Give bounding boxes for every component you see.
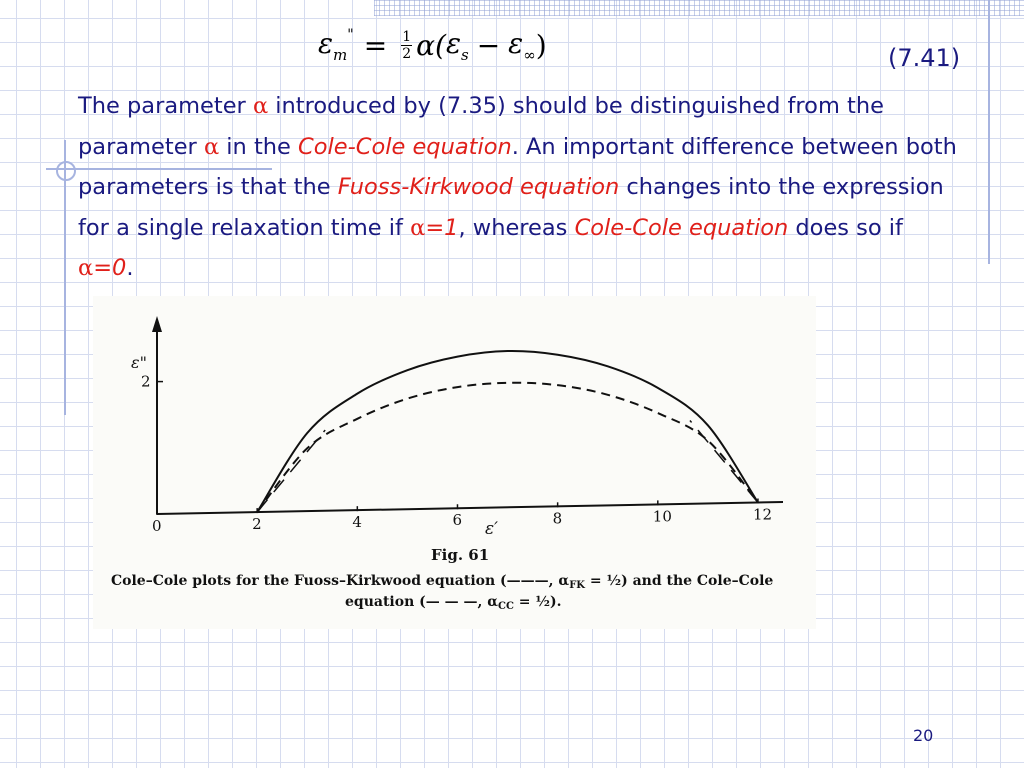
alpha-symbol: α [252,93,269,119]
decorative-circle [56,161,76,181]
decorative-vertical-line-left [64,140,66,415]
figure-label: Fig. 61 [431,546,490,564]
x-tick-label: 10 [652,507,672,526]
alpha-symbol: α [410,214,426,241]
formula-epsilon-inf: $\varepsilon_\infty$ [508,26,536,64]
fuoss-kirkwood-term: Fuoss-Kirkwood equation [337,174,620,200]
tangent-line [257,430,325,512]
formula-fraction: $\frac{1}{2}$ [402,28,412,62]
cole-cole-chart [93,296,816,629]
x-tick-label: 8 [552,509,563,528]
cole-cole-term: Cole-Cole equation [298,133,512,160]
y-axis-label: ε" [131,353,147,372]
y-tick-label: 2 [141,372,151,391]
equation-number: (7.41) [888,44,961,72]
alpha-value-one: =1 [425,214,459,241]
alpha-value-zero: =0 [93,255,127,281]
tangent-line [690,420,758,502]
figure-caption-line-1: Cole–Cole plots for the Fuoss–Kirkwood equation (———, $\alpha_{FK}$ = ½) and the Cole–Cole [111,573,774,591]
y-axis-arrow [152,316,162,332]
figure-caption-line-2: equation (— — —, $\alpha_{CC}$ = ½). [345,594,562,612]
equation-formula [318,20,547,70]
formula-equals: = [363,28,388,62]
formula-alpha: α( [416,28,446,62]
formula-minus: − [476,28,501,62]
x-tick-label: 2 [252,515,262,534]
x-tick-label: 0 [152,517,162,535]
cole-cole-figure [93,296,816,629]
cole-cole-term: Cole-Cole equation [574,214,789,241]
x-tick-label: 4 [352,513,362,532]
x-axis-label: ε′ [485,519,498,539]
formula-epsilon-m: $\varepsilon_m^"$ [318,26,354,64]
x-tick-label: 12 [752,505,773,524]
alpha-symbol: α [78,255,94,281]
decorative-vertical-line-right [988,0,990,264]
formula-close-paren: ) [535,28,547,62]
header-pattern-band [374,0,1024,16]
x-axis [157,502,783,514]
x-tick-label: 6 [452,511,463,530]
formula-epsilon-s: $\varepsilon_s$ [445,26,469,64]
body-paragraph: The parameter α introduced by (7.35) should be distinguished from the parameter α in the Cole-Cole equation. An important difference between both parameters is that the Fuoss-Kirkwood equation changes into the expression for a single relaxation time if α=1, whereas Cole-Cole equation does so if α=0. [78,93,957,281]
alpha-symbol: α [203,133,220,160]
page-number: 20 [913,726,934,745]
